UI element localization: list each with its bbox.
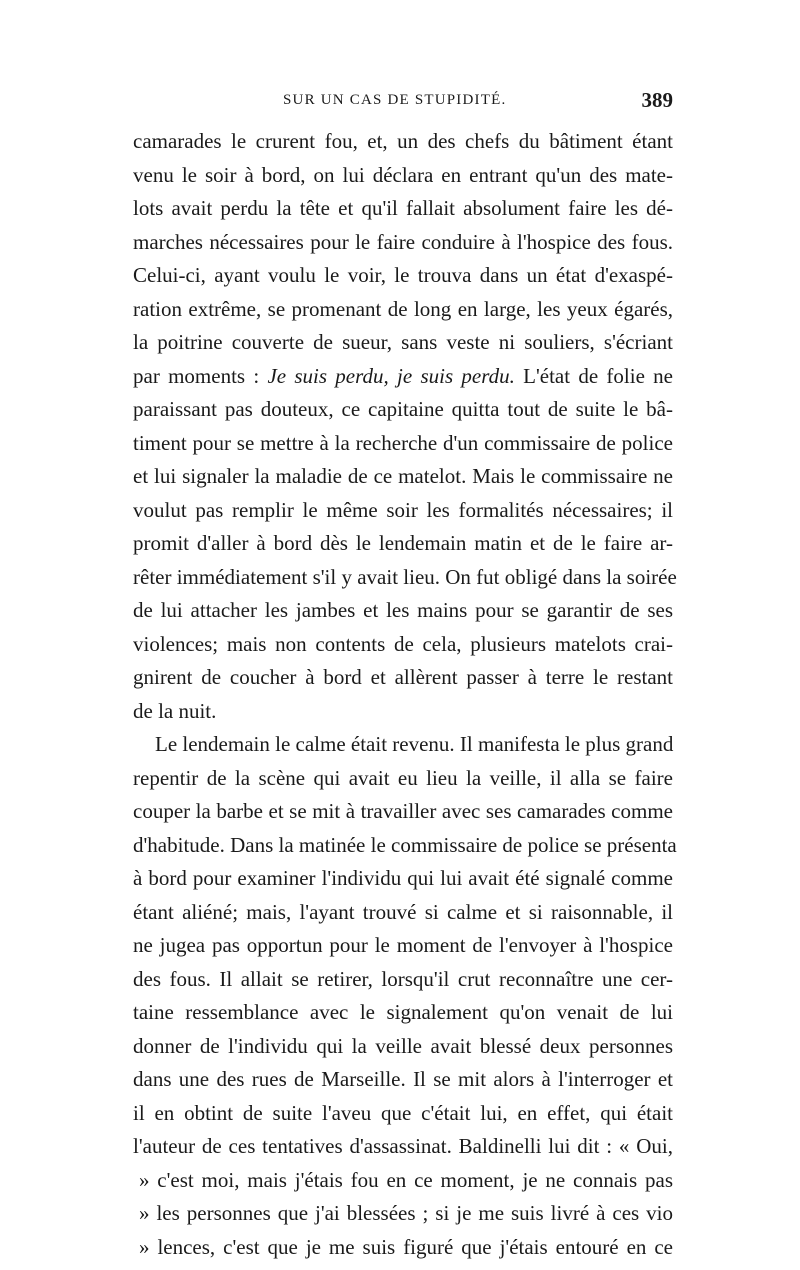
text-line: repentir de la scène qui avait eu lieu la veille, il alla se faire	[133, 765, 673, 790]
quote-line: » c'est moi, mais j'étais fou en ce moment, je ne connais pas	[139, 1167, 673, 1192]
text-line: étant aliéné; mais, l'ayant trouvé si calme et si raisonnable, il	[133, 899, 673, 924]
text-line: à bord pour examiner l'individu qui lui avait été signalé comme	[133, 866, 673, 890]
text-line: lots avait perdu la tête et qu'il fallait absolument faire les dé-	[133, 196, 673, 220]
text-line: couper la barbe et se mit à travailler avec ses camarades comme	[133, 799, 673, 823]
text-line: la poitrine couverte de sueur, sans veste ni souliers, s'écriant	[133, 330, 673, 354]
running-head	[133, 88, 673, 122]
text-line: rêter immédiatement s'il y avait lieu. On fut obligé dans la soirée	[133, 564, 677, 589]
running-title: SUR UN CAS DE STUPIDITÉ.	[283, 92, 507, 108]
body-text	[133, 125, 677, 1264]
paragraph-end-line: de la nuit.	[133, 698, 217, 723]
text-line: gnirent de coucher à bord et allèrent passer à terre le restant	[133, 665, 673, 689]
text-line: violences; mais non contents de cela, plusieurs matelots crai-	[133, 631, 673, 656]
text-line: l'auteur de ces tentatives d'assassinat. Baldinelli lui dit : « Oui,	[133, 1134, 673, 1158]
text-line: il en obtint de suite l'aveu que c'était lui, en effet, qui était	[133, 1100, 673, 1125]
text-line: taine ressemblance avec le signalement qu'on venait de lui	[133, 1000, 673, 1024]
text-line: dans une des rues de Marseille. Il se mit alors à l'interroger et	[133, 1067, 673, 1091]
text-line: voulut pas remplir le même soir les formalités nécessaires; il	[133, 497, 673, 522]
text-line: Celui-ci, ayant voulu le voir, le trouva dans un état d'exaspé-	[133, 263, 673, 287]
text-line: donner de l'individu qui la veille avait blessé deux personnes	[133, 1033, 673, 1058]
text-line: par moments : Je suis perdu, je suis perdu. L'état de folie ne	[133, 363, 673, 388]
text-line: de lui attacher les jambes et les mains pour se garantir de ses	[133, 598, 673, 622]
paragraph-start-line: Le lendemain le calme était revenu. Il manifesta le plus grand	[155, 732, 674, 756]
text-line: ne jugea pas opportun pour le moment de l'envoyer à l'hospice	[133, 933, 673, 957]
italic-exclamation: Je suis perdu, je suis perdu.	[267, 363, 515, 388]
quote-line: » les personnes que j'ai blessées ; si je me suis livré à ces vio	[139, 1201, 673, 1225]
text-line: marches nécessaires pour le faire conduire à l'hospice des fous.	[133, 229, 673, 254]
text-line: camarades le crurent fou, et, un des chefs du bâtiment étant	[133, 129, 673, 153]
page-number: 389	[641, 88, 673, 112]
text-line: timent pour se mettre à la recherche d'un commissaire de police	[133, 430, 673, 455]
text-line: paraissant pas douteux, ce capitaine quitta tout de suite le bâ-	[133, 397, 673, 421]
text-line: d'habitude. Dans la matinée le commissaire de police se présenta	[133, 832, 677, 857]
text-line: ration extrême, se promenant de long en large, les yeux égarés,	[133, 296, 673, 321]
text-line: et lui signaler la maladie de ce matelot. Mais le commissaire ne	[133, 464, 673, 488]
text-line: promit d'aller à bord dès le lendemain matin et de le faire ar-	[133, 531, 673, 555]
text-line: venu le soir à bord, on lui déclara en entrant qu'un des mate-	[133, 162, 673, 187]
text-line: des fous. Il allait se retirer, lorsqu'il crut reconnaître une cer-	[133, 966, 673, 991]
quote-line: » lences, c'est que je me suis figuré que j'étais entouré en ce	[139, 1234, 673, 1259]
